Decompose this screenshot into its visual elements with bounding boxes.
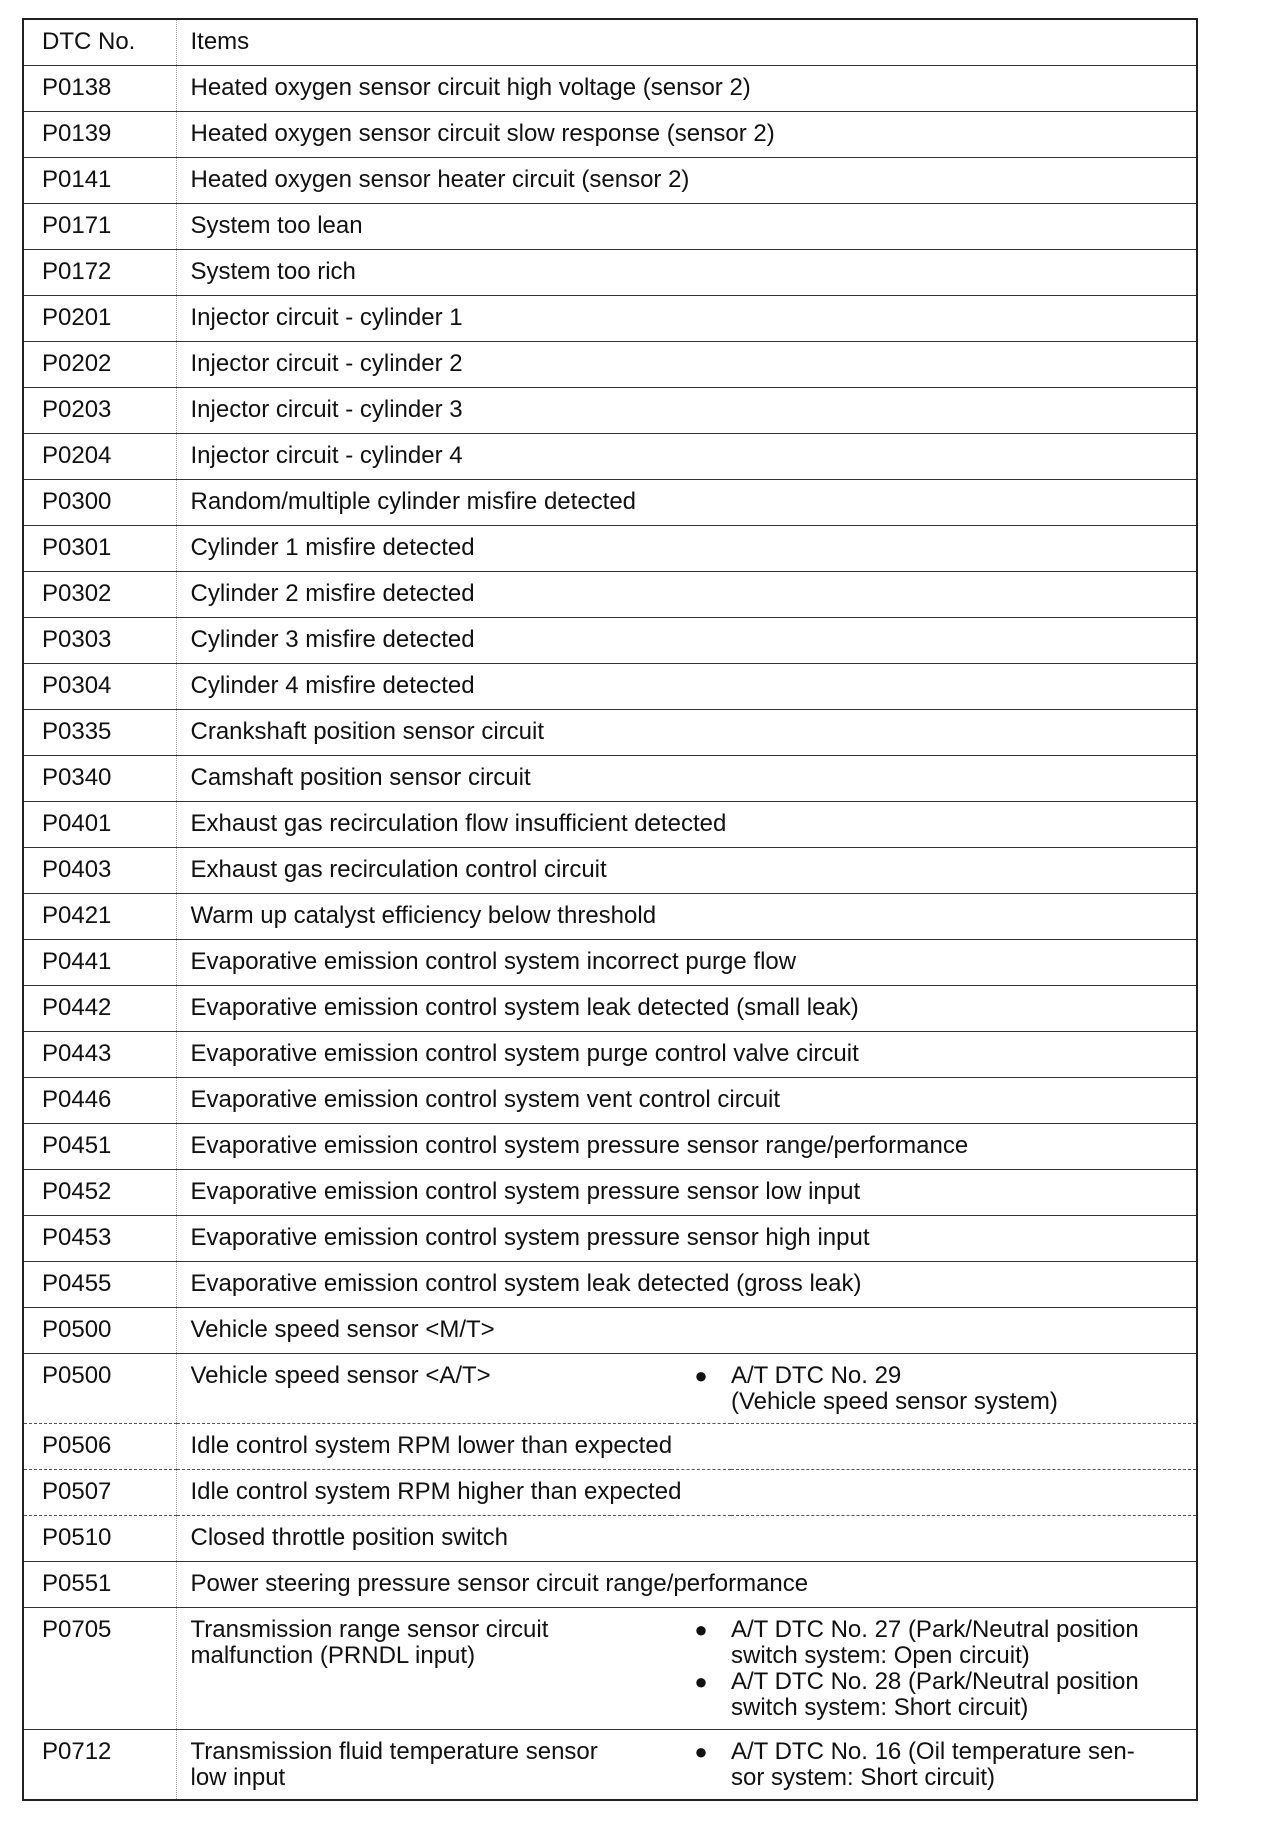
dtc-code: P0442 (23, 985, 176, 1031)
dtc-code: P0172 (23, 249, 176, 295)
note-line: A/T DTC No. 16 (Oil temperature sen- (731, 1737, 1135, 1765)
dtc-item: Camshaft position sensor circuit (176, 755, 1197, 801)
dtc-item: Evaporative emission control system pressure sensor high input (176, 1215, 1197, 1261)
dtc-item (176, 1729, 671, 1800)
dtc-item: Injector circuit - cylinder 3 (176, 387, 1197, 433)
dtc-code: P0500 (23, 1307, 176, 1353)
dtc-item: System too rich (176, 249, 1197, 295)
table-row (23, 249, 1197, 295)
dtc-item: System too lean (176, 203, 1197, 249)
table-row (23, 1469, 1197, 1515)
table-row (23, 65, 1197, 111)
dtc-code: P0139 (23, 111, 176, 157)
table-row (23, 939, 1197, 985)
dtc-item: Evaporative emission control system leak detected (small leak) (176, 985, 1197, 1031)
table-row (23, 111, 1197, 157)
note-line: (Vehicle speed sensor system) (731, 1387, 1058, 1415)
bullet-icon: ● (671, 1353, 731, 1423)
dtc-item: Evaporative emission control system vent control circuit (176, 1077, 1197, 1123)
dtc-code: P0171 (23, 203, 176, 249)
table-row (23, 1261, 1197, 1307)
dtc-code: P0510 (23, 1515, 176, 1561)
table-row (23, 1307, 1197, 1353)
dtc-code: P0500 (23, 1353, 176, 1423)
dtc-item: Heated oxygen sensor heater circuit (sensor 2) (176, 157, 1197, 203)
dtc-code: P0300 (23, 479, 176, 525)
dtc-code: P0705 (23, 1607, 176, 1729)
dtc-item: Crankshaft position sensor circuit (176, 709, 1197, 755)
dtc-code: P0335 (23, 709, 176, 755)
dtc-item: Evaporative emission control system pressure sensor range/performance (176, 1123, 1197, 1169)
dtc-code: P0455 (23, 1261, 176, 1307)
dtc-item: Idle control system RPM lower than expected (176, 1423, 1197, 1469)
dtc-code: P0204 (23, 433, 176, 479)
dtc-item: Exhaust gas recirculation flow insufficient detected (176, 801, 1197, 847)
dtc-item: Random/multiple cylinder misfire detected (176, 479, 1197, 525)
dtc-note (731, 1607, 1197, 1729)
dtc-item: Cylinder 2 misfire detected (176, 571, 1197, 617)
dtc-code: P0446 (23, 1077, 176, 1123)
item-line: malfunction (PRNDL input) (190, 1641, 476, 1669)
table-row (23, 433, 1197, 479)
table-body-tail (23, 1607, 1197, 1800)
dtc-code: P0443 (23, 1031, 176, 1077)
dtc-code: P0301 (23, 525, 176, 571)
table-row-p0712 (23, 1729, 1197, 1800)
bullet-icon: ● (671, 1729, 731, 1800)
note-line: A/T DTC No. 27 (Park/Neutral position (731, 1615, 1139, 1643)
table-body-special (23, 1353, 1197, 1423)
dtc-item: Evaporative emission control system purge control valve circuit (176, 1031, 1197, 1077)
dtc-code: P0712 (23, 1729, 176, 1800)
table-row (23, 617, 1197, 663)
dtc-code: P0421 (23, 893, 176, 939)
dtc-item: Evaporative emission control system incorrect purge flow (176, 939, 1197, 985)
table-row (23, 295, 1197, 341)
dtc-item (176, 1607, 671, 1729)
table-row (23, 203, 1197, 249)
table-row (23, 157, 1197, 203)
dtc-code: P0138 (23, 65, 176, 111)
table-body-after (23, 1423, 1197, 1607)
dtc-item: Idle control system RPM higher than expected (176, 1469, 1197, 1515)
dtc-item: Injector circuit - cylinder 1 (176, 295, 1197, 341)
table-row (23, 525, 1197, 571)
dtc-item: Cylinder 1 misfire detected (176, 525, 1197, 571)
note-line: A/T DTC No. 29 (731, 1361, 902, 1389)
table-row (23, 571, 1197, 617)
dtc-item: Warm up catalyst efficiency below threshold (176, 893, 1197, 939)
note-line: switch system: Short circuit) (731, 1693, 1029, 1721)
dtc-item: Heated oxygen sensor circuit slow response (sensor 2) (176, 111, 1197, 157)
header-items: Items (176, 19, 1197, 65)
dtc-note (731, 1729, 1197, 1800)
table-row (23, 709, 1197, 755)
dtc-item: Injector circuit - cylinder 2 (176, 341, 1197, 387)
dtc-item: Evaporative emission control system pressure sensor low input (176, 1169, 1197, 1215)
dtc-item: Closed throttle position switch (176, 1515, 1197, 1561)
dtc-item: Exhaust gas recirculation control circuit (176, 847, 1197, 893)
dtc-code: P0203 (23, 387, 176, 433)
table-row (23, 1031, 1197, 1077)
table-row (23, 1561, 1197, 1607)
dtc-code: P0453 (23, 1215, 176, 1261)
dtc-item: Vehicle speed sensor <M/T> (176, 1307, 1197, 1353)
dtc-code: P0303 (23, 617, 176, 663)
table-row-p0500-at (23, 1353, 1197, 1423)
table-row (23, 1515, 1197, 1561)
table-row (23, 847, 1197, 893)
dtc-code: P0452 (23, 1169, 176, 1215)
dtc-code: P0551 (23, 1561, 176, 1607)
header-dtc-no: DTC No. (23, 19, 176, 65)
note-line: A/T DTC No. 28 (Park/Neutral position (731, 1667, 1139, 1695)
dtc-item: Cylinder 3 misfire detected (176, 617, 1197, 663)
dtc-item: Cylinder 4 misfire detected (176, 663, 1197, 709)
table-row (23, 663, 1197, 709)
table-row (23, 479, 1197, 525)
dtc-item: Evaporative emission control system leak detected (gross leak) (176, 1261, 1197, 1307)
dtc-item: Injector circuit - cylinder 4 (176, 433, 1197, 479)
table-row (23, 1077, 1197, 1123)
dtc-code: P0340 (23, 755, 176, 801)
table-row (23, 387, 1197, 433)
dtc-item: Vehicle speed sensor <A/T> (176, 1353, 671, 1423)
bullet-icon: ● ● (671, 1607, 731, 1729)
dtc-code: P0302 (23, 571, 176, 617)
table-row (23, 1423, 1197, 1469)
dtc-code: P0451 (23, 1123, 176, 1169)
table-row (23, 985, 1197, 1031)
table-row (23, 1169, 1197, 1215)
dtc-item: Power steering pressure sensor circuit range/performance (176, 1561, 1197, 1607)
dtc-code: P0401 (23, 801, 176, 847)
table-header-row (23, 19, 1197, 65)
table-row (23, 1123, 1197, 1169)
table-row (23, 755, 1197, 801)
item-line: Transmission range sensor circuit (190, 1615, 549, 1643)
dtc-item: Heated oxygen sensor circuit high voltage (sensor 2) (176, 65, 1197, 111)
dtc-code: P0141 (23, 157, 176, 203)
item-line: low input (190, 1763, 286, 1791)
table-row (23, 341, 1197, 387)
table-body (23, 65, 1197, 1353)
dtc-code: P0202 (23, 341, 176, 387)
table-row (23, 1215, 1197, 1261)
table-row (23, 893, 1197, 939)
note-line: switch system: Open circuit) (731, 1641, 1030, 1669)
note-line: sor system: Short circuit) (731, 1763, 996, 1791)
table-row-p0705 (23, 1607, 1197, 1729)
item-line: Transmission fluid temperature sensor (190, 1737, 598, 1765)
dtc-note (731, 1353, 1197, 1423)
dtc-code: P0507 (23, 1469, 176, 1515)
dtc-code: P0304 (23, 663, 176, 709)
table-row (23, 801, 1197, 847)
dtc-code: P0506 (23, 1423, 176, 1469)
dtc-code: P0403 (23, 847, 176, 893)
dtc-code: P0201 (23, 295, 176, 341)
dtc-table (22, 18, 1198, 1801)
dtc-code: P0441 (23, 939, 176, 985)
